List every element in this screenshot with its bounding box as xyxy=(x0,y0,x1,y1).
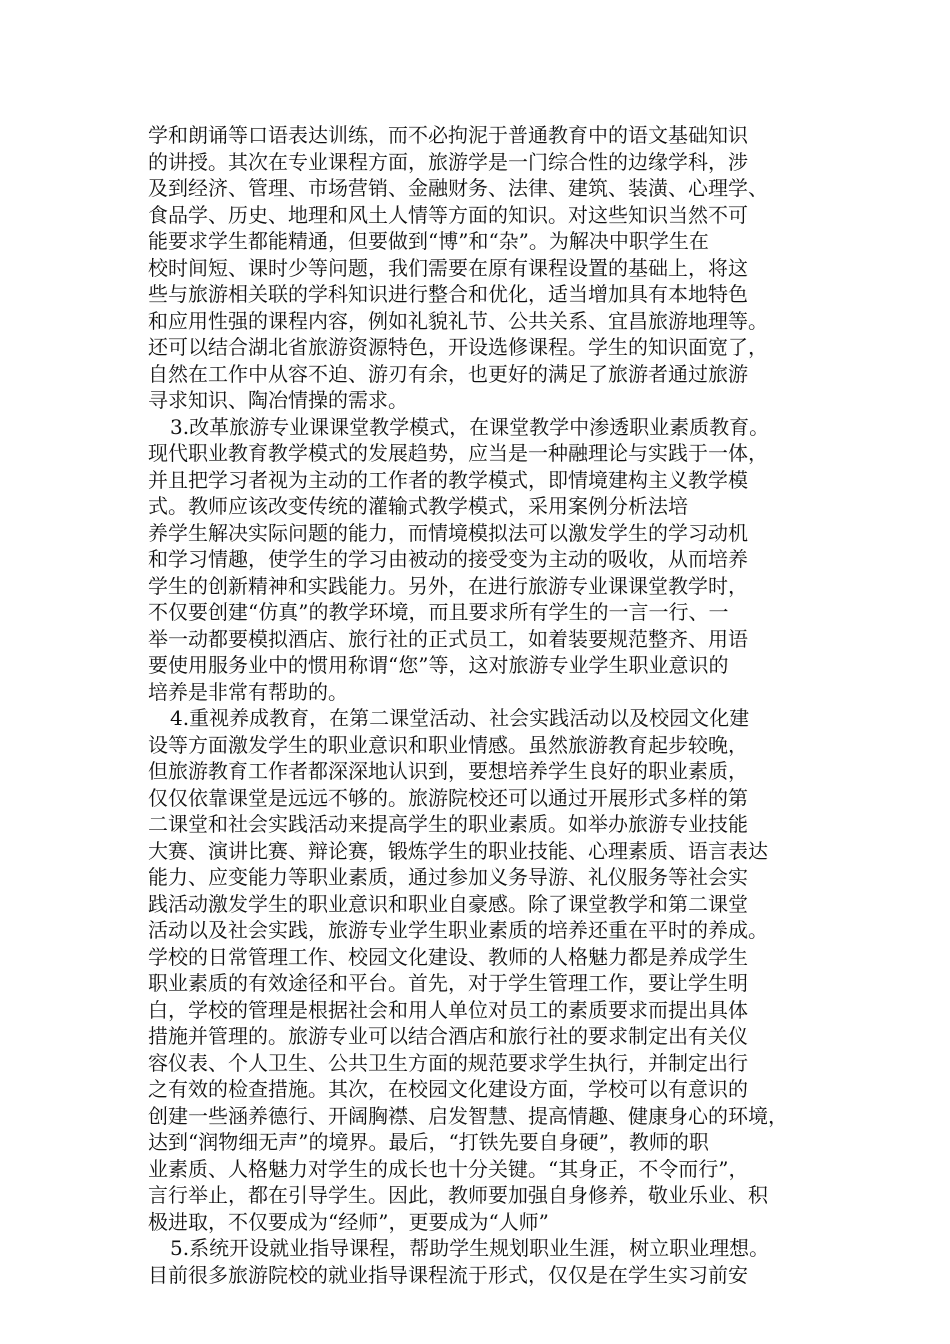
text-line: 不仅要创建“仿真”的教学环境，而且要求所有学生的一言一行、一 xyxy=(148,600,729,624)
text-line: 容仪表、个人卫生、公共卫生方面的规范要求学生执行，并制定出行 xyxy=(148,1050,748,1075)
text-line: 学和朗诵等口语表达训练，而不必拘泥于普通教育中的语文基础知识 xyxy=(148,123,748,147)
text-line: 设等方面激发学生的职业意识和职业情感。虽然旅游教育起步较晚， xyxy=(148,732,748,757)
text-line: 现代职业教育教学模式的发展趋势，应当是一种融理论与实践于一体， xyxy=(148,441,768,465)
text-line: 寻求知识、陶冶情操的需求。 xyxy=(148,388,408,412)
text-line: 自然在工作中从容不迫、游刃有余，也更好的满足了旅游者通过旅游 xyxy=(148,361,748,386)
text-line: 之有效的检查措施。其次，在校园文化建设方面，学校可以有意识的 xyxy=(148,1077,748,1101)
text-line: 校时间短、课时少等问题，我们需要在原有课程设置的基础上，将这 xyxy=(148,255,748,280)
paragraph-first-line: 5.系统开设就业指导课程，帮助学生规划职业生涯，树立职业理想。 xyxy=(170,1236,770,1260)
text-line: 食品学、历史、地理和风土人情等方面的知识。对这些知识当然不可 xyxy=(148,202,748,227)
text-line: 学校的日常管理工作、校园文化建设、教师的人格魅力都是养成学生 xyxy=(148,944,748,969)
text-line: 及到经济、管理、市场营销、金融财务、法律、建筑、装潢、心理学、 xyxy=(148,176,768,200)
text-line: 些与旅游相关联的学科知识进行整合和优化，适当增加具有本地特色 xyxy=(148,282,748,306)
text-line: 能力、应变能力等职业素质，通过参加义务导游、礼仪服务等社会实 xyxy=(148,865,748,889)
text-line: 养学生解决实际问题的能力，而情境模拟法可以激发学生的学习动机 xyxy=(148,520,748,545)
text-line: 目前很多旅游院校的就业指导课程流于形式，仅仅是在学生实习前安 xyxy=(148,1262,748,1287)
text-line: 白，学校的管理是根据社会和用人单位对员工的素质要求而提出具体 xyxy=(148,997,748,1022)
text-line: 并且把学习者视为主动的工作者的教学模式，即情境建构主义教学模 xyxy=(148,467,748,492)
text-line: 业素质、人格魅力对学生的成长也十分关键。“其身正，不令而行”， xyxy=(148,1156,749,1181)
text-line: 活动以及社会实践，旅游专业学生职业素质的培养还重在平时的养成。 xyxy=(148,918,768,942)
text-line: 举一动都要模拟酒店、旅行社的正式员工，如着装要规范整齐、用语 xyxy=(148,626,748,651)
text-line: 和学习情趣，使学生的学习由被动的接受变为主动的吸收，从而培养 xyxy=(148,547,748,571)
text-line: 和应用性强的课程内容，例如礼貌礼节、公共关系、宜昌旅游地理等。 xyxy=(148,308,768,333)
text-line: 培养是非常有帮助的。 xyxy=(148,679,348,704)
body-text xyxy=(148,122,808,1288)
text-line: 的讲授。其次在专业课程方面，旅游学是一门综合性的边缘学科，涉 xyxy=(148,149,748,174)
text-line: 言行举止，都在引导学生。因此，教师要加强自身修养，敬业乐业、积 xyxy=(148,1183,768,1207)
text-line: 措施并管理的。旅游专业可以结合酒店和旅行社的要求制定出有关仪 xyxy=(148,1024,748,1048)
text-line: 达到“润物细无声”的境界。最后，“打铁先要自身硬”，教师的职 xyxy=(148,1130,709,1154)
paragraph-first-line: 3.改革旅游专业课课堂教学模式，在课堂教学中渗透职业素质教育。 xyxy=(170,414,770,439)
text-line: 还可以结合湖北省旅游资源特色，开设选修课程。学生的知识面宽了， xyxy=(148,335,768,359)
text-line: 创建一些涵养德行、开阔胸襟、启发智慧、提高情趣、健康身心的环境， xyxy=(148,1103,788,1128)
text-line: 极进取，不仅要成为“经师”，更要成为“人师” xyxy=(148,1209,549,1234)
text-line: 学生的创新精神和实践能力。另外，在进行旅游专业课课堂教学时， xyxy=(148,573,748,598)
text-line: 但旅游教育工作者都深深地认识到，要想培养学生良好的职业素质， xyxy=(148,759,748,783)
text-line: 职业素质的有效途径和平台。首先，对于学生管理工作，要让学生明 xyxy=(148,971,748,995)
text-line: 二课堂和社会实践活动来提高学生的职业素质。如举办旅游专业技能 xyxy=(148,812,748,836)
paragraph-first-line: 4.重视养成教育，在第二课堂活动、社会实践活动以及校园文化建 xyxy=(170,706,750,730)
text-line: 仅仅依靠课堂是远远不够的。旅游院校还可以通过开展形式多样的第 xyxy=(148,785,748,810)
text-line: 践活动激发学生的职业意识和职业自豪感。除了课堂教学和第二课堂 xyxy=(148,891,748,916)
text-line: 大赛、演讲比赛、辩论赛，锻炼学生的职业技能、心理素质、语言表达 xyxy=(148,838,768,863)
text-line: 能要求学生都能精通，但要做到“博”和“杂”。为解决中职学生在 xyxy=(148,229,709,253)
text-line: 要使用服务业中的惯用称谓“您”等，这对旅游专业学生职业意识的 xyxy=(148,653,729,677)
text-line: 式。教师应该改变传统的灌输式教学模式，采用案例分析法培 xyxy=(148,494,688,518)
